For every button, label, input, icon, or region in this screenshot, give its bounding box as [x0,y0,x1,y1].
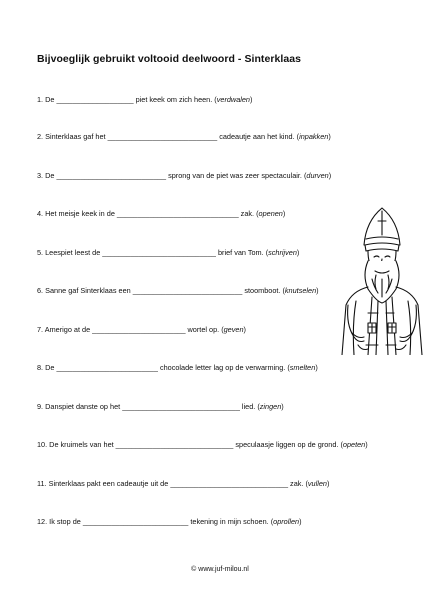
question-text: 6. Sanne gaf Sinterklaas een ___________________________ [37,286,245,295]
question-text: zak. ( [290,479,308,488]
verb-hint: schrijven [268,248,297,257]
question-11: 11. Sinterklaas pakt een cadeautje uit de _____________________________ zak. (vullen) [37,479,330,488]
question-text: brief van Tom. ( [217,248,269,257]
question-10: 10. De kruimels van het _____________________________ speculaasje liggen op de grond. (opeten) [37,440,368,449]
worksheet-title: Bijvoeglijk gebruikt voltooid deelwoord - Sinterklaas [37,53,302,65]
question-text: 9. Danspiet danste op het _____________________________ [37,402,242,411]
verb-hint: verdwalen [216,95,250,104]
question-text: 8. De _________________________ [37,363,160,372]
verb-hint: zingen [259,402,282,411]
question-2: 2. Sinterklaas gaf het ___________________________ cadeautje aan het kind. (inpakken) [37,132,331,141]
question-text: zak. ( [240,209,259,218]
verb-hint: openen [258,209,283,218]
question-text: 5. Leespiet leest de ____________________________ [37,248,218,257]
question-text: 4. Het meisje keek in de ______________________________ [37,209,241,218]
question-5: 5. Leespiet leest de ____________________________ brief van Tom. (schrijven) [37,248,300,257]
question-4: 4. Het meisje keek in de ______________________________ zak. (openen) [37,209,286,218]
question-text: sprong van de piet was zeer spectaculair. ( [168,171,307,180]
question-text: lied. ( [241,402,260,411]
question-text: 7. Amerigo at de _______________________ [37,325,188,334]
question-text: 10. De kruimels van het _____________________________ [37,440,236,449]
question-text: piet keek om zich heen. ( [135,95,217,104]
question-8: 8. De _________________________ chocolade letter lag op de verwarming. (smelten) [37,363,318,372]
question-text: chocolade letter lag op de verwarming. ( [159,363,290,372]
question-7: 7. Amerigo at de _______________________ wortel op. (geven) [37,325,246,334]
question-text: wortel op. ( [187,325,224,334]
question-text: stoomboot. ( [244,286,285,295]
copyright-footer: © www.juf-milou.nl [191,566,249,573]
verb-hint: durven [306,171,329,180]
verb-hint: vullen [307,479,327,488]
verb-hint: smelten [289,363,316,372]
question-3: 3. De ___________________________ sprong van de piet was zeer spectaculair. (durven) [37,171,332,180]
question-text: 3. De ___________________________ [37,171,169,180]
question-6: 6. Sanne gaf Sinterklaas een ___________________________ stoomboot. (knutselen) [37,286,319,295]
question-text: 2. Sinterklaas gaf het ___________________________ [37,132,220,141]
question-text: 11. Sinterklaas pakt een cadeautje uit de _____________________________ [37,479,291,488]
question-text: 1. De ___________________ [37,95,136,104]
question-text: tekening in mijn schoen. ( [190,517,274,526]
verb-hint: geven [223,325,244,334]
verb-hint: inpakken [299,132,329,141]
question-text: 12. Ik stop de __________________________ [37,517,191,526]
question-1: 1. De ___________________ piet keek om zich heen. (verdwalen) [37,95,253,104]
question-9: 9. Danspiet danste op het _____________________________ lied. (zingen) [37,402,284,411]
verb-hint: knutselen [284,286,317,295]
question-text: speculaasje liggen op de grond. ( [235,440,343,449]
sinterklaas-illustration [338,205,426,355]
verb-hint: opeten [342,440,366,449]
question-12: 12. Ik stop de __________________________ tekening in mijn schoen. (oprollen) [37,517,302,526]
verb-hint: oprollen [273,517,300,526]
question-text: cadeautje aan het kind. ( [219,132,300,141]
